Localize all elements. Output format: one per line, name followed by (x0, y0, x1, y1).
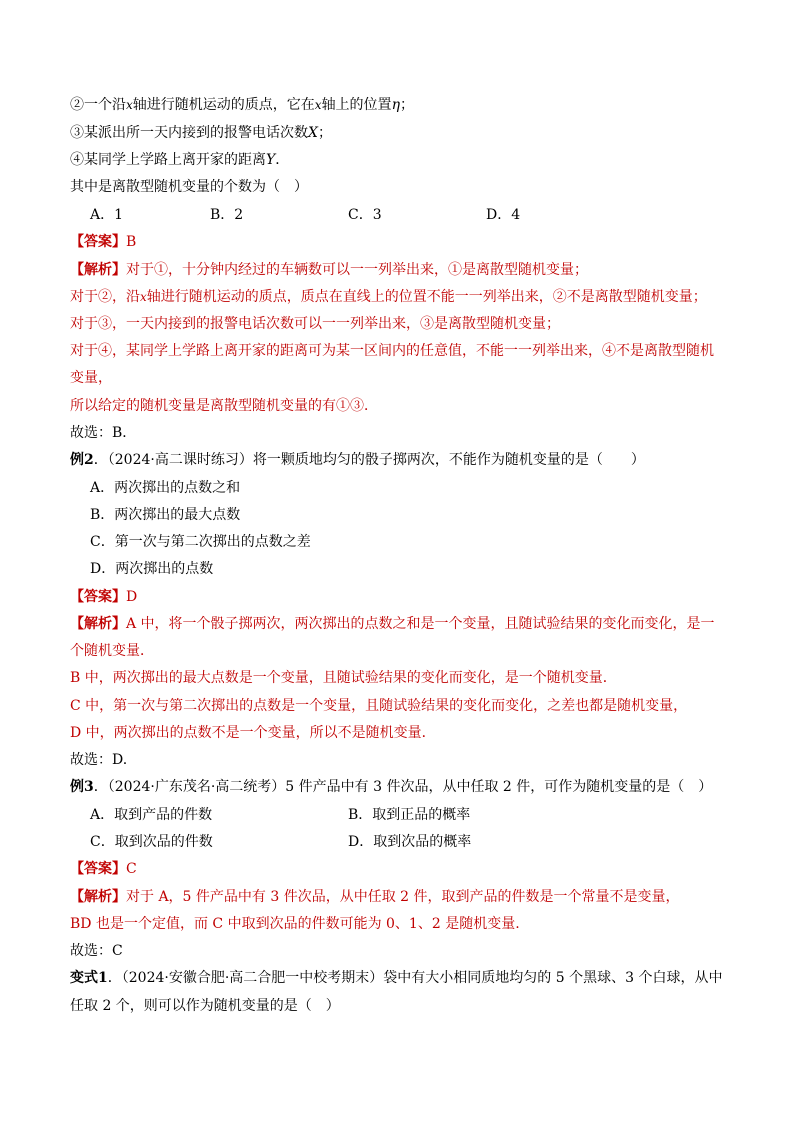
q1-option-a: A．1 (90, 207, 124, 223)
q2-option-a: A．两次掷出的点数之和 (90, 480, 241, 496)
q3-analysis-line-1: 【解析】对于 A，5 件产品中有 3 件次品，从中任取 2 件，取到产品的件数是一个常量不是变量， (70, 889, 680, 905)
q1-answer: 【答案】B (70, 234, 137, 250)
example-label: 例2 (70, 452, 94, 468)
q3-answer: 【答案】C (70, 861, 137, 877)
q3-option-c: C．取到次品的件数 (90, 834, 213, 850)
q1-analysis-line-4: 对于④，某同学上学路上离开家的距离可为某一区间内的任意值，不能一一列举出来，④不是离散型随机 (70, 343, 714, 359)
variant-1-stem-cont: 任取 2 个，则可以作为随机变量的是（ ） (70, 998, 340, 1014)
q3-option-b: B．取到正品的概率 (348, 807, 471, 823)
q3-option-a: A．取到产品的件数 (90, 807, 213, 823)
variant-1-stem: 变式1．（2024·安徽合肥·高二合肥一中校考期末）袋中有大小相同质地均匀的 5 个黑球、3 个白球，从中 (70, 970, 723, 986)
q2-analysis-line-1: 【解析】A 中，将一个骰子掷两次，两次掷出的点数之和是一个变量，且随试验结果的变化而变化，是一 (70, 616, 715, 632)
analysis-tag: 【解析】 (70, 262, 126, 278)
q1-item-4: ④某同学上学路上离开家的距离Y． (70, 152, 290, 168)
q3-stem: 例3．（2024·广东茂名·高二统考）5 件产品中有 3 件次品，从中任取 2 件，可作为随机变量的是（ ） (70, 779, 713, 795)
q1-option-d: D．4 (486, 207, 521, 223)
q2-option-b: B．两次掷出的最大点数 (90, 507, 241, 523)
q3-option-d: D．取到次品的概率 (348, 834, 472, 850)
q3-analysis-line-2: BD 也是一个定值，而 C 中取到次品的件数可能为 0、1、2 是随机变量. (70, 916, 520, 932)
analysis-tag: 【解析】 (70, 616, 126, 632)
q2-analysis-line-4: C 中，第一次与第二次掷出的点数是一个变量，且随试验结果的变化而变化，之差也都是随机变量， (70, 698, 688, 714)
q2-answer: 【答案】D (70, 589, 138, 605)
example-label: 例3 (70, 779, 94, 795)
q1-option-c: C．3 (348, 207, 382, 223)
q1-analysis-line-5: 变量， (70, 370, 112, 386)
variant-label: 变式1 (70, 970, 108, 986)
q2-option-c: C．第一次与第二次掷出的点数之差 (90, 534, 311, 550)
analysis-tag: 【解析】 (70, 889, 126, 905)
q1-option-b: B．2 (210, 207, 244, 223)
q3-conclusion: 故选：C (70, 943, 123, 959)
q2-analysis-line-3: B 中，两次掷出的最大点数是一个变量，且随试验结果的变化而变化，是一个随机变量． (70, 670, 617, 686)
q2-stem: 例2．（2024·高二课时练习）将一颗质地均匀的骰子掷两次，不能作为随机变量的是（ ） (70, 452, 645, 468)
answer-tag: 【答案】 (70, 861, 126, 877)
q2-conclusion: 故选：D. (70, 752, 128, 768)
q2-analysis-line-5: D 中，两次掷出的点数不是一个变量，所以不是随机变量． (70, 725, 436, 741)
q1-analysis-line-2: 对于②，沿x轴进行随机运动的质点，质点在直线上的位置不能一一列举出来，②不是离散型随机变量； (70, 289, 707, 305)
q1-item-3: ③某派出所一天内接到的报警电话次数X； (70, 125, 332, 141)
q2-option-d: D．两次掷出的点数 (90, 561, 214, 577)
answer-tag: 【答案】 (70, 234, 126, 250)
q1-conclusion: 故选：B． (70, 425, 137, 441)
q1-analysis-line-3: 对于③，一天内接到的报警电话次数可以一一列举出来，③是离散型随机变量； (70, 316, 560, 332)
q1-stem: 其中是离散型随机变量的个数为（ ） (70, 179, 308, 195)
q2-analysis-line-2: 个随机变量． (70, 643, 154, 659)
answer-tag: 【答案】 (70, 589, 126, 605)
q1-item-2: ②一个沿x轴进行随机运动的质点，它在x轴上的位置η； (70, 97, 414, 113)
q1-analysis-line-1: 【解析】对于①，十分钟内经过的车辆数可以一一列举出来，①是离散型随机变量； (70, 262, 588, 278)
q1-analysis-line-6: 所以给定的随机变量是离散型随机变量的有①③． (70, 398, 378, 414)
